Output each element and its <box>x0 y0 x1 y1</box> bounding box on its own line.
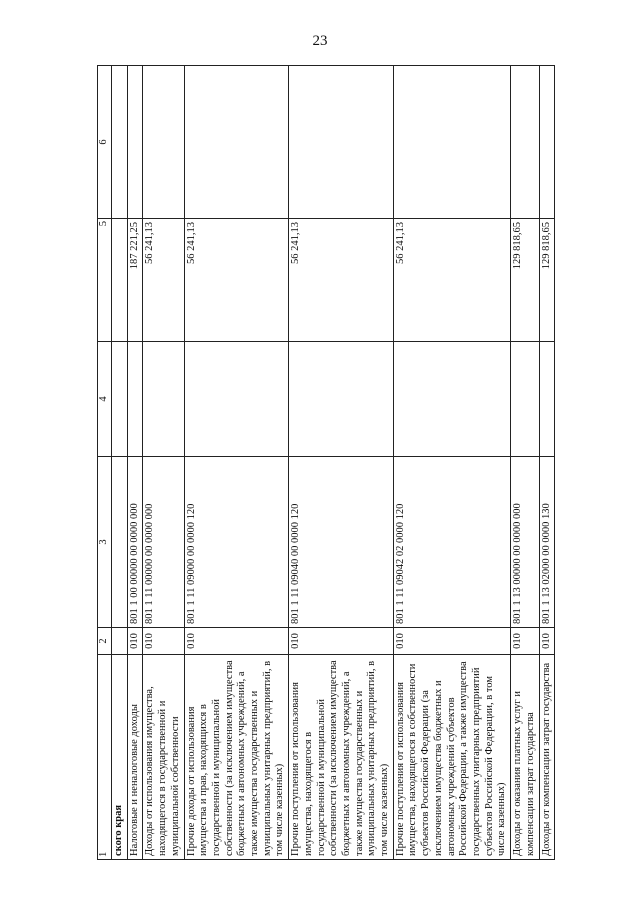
row-name: Доходы от компенсации затрат государства <box>539 655 555 860</box>
row-col6 <box>539 66 555 219</box>
column-header-1: 1 <box>98 655 112 860</box>
row-col6 <box>289 66 394 219</box>
page-number: 23 <box>312 33 328 49</box>
row-amount: 129 818,65 <box>511 219 539 342</box>
row-col2: 010 <box>184 628 289 655</box>
row-name: Прочие доходы от использования имущества и прав, находящихся в государственной и муниципальной собственности (за исключением имущества бюджетных и автономных учреждений, а также имущества государственных и муниципальных унитарных предприятий, в том числе казенных) <box>184 655 289 860</box>
row-col6 <box>511 66 539 219</box>
row-col6 <box>127 66 143 219</box>
table-row <box>289 66 394 860</box>
rotated-table-container <box>97 65 617 860</box>
empty-cell <box>112 66 128 219</box>
row-col2: 010 <box>143 628 184 655</box>
column-header-6: 6 <box>98 66 112 219</box>
empty-cell <box>112 219 128 342</box>
row-col4 <box>539 342 555 457</box>
row-col2: 010 <box>289 628 394 655</box>
row-col2: 010 <box>127 628 143 655</box>
row-col4 <box>289 342 394 457</box>
row-code: 801 1 11 09040 00 0000 120 <box>289 457 394 628</box>
table-row <box>127 66 143 860</box>
row-amount: 129 818,65 <box>539 219 555 342</box>
row-name: Доходы от оказания платных услуг и компенсации затрат государства <box>511 655 539 860</box>
empty-cell <box>112 628 128 655</box>
row-col2: 010 <box>539 628 555 655</box>
row-name: Прочие поступления от использования имущества, находящегося в государственной и муниципальной собственности (за исключением имущества бюджетных и автономных учреждений, а также имущества государственных и муниципальных унитарных предприятий, в том числе казенных) <box>289 655 394 860</box>
column-header-2: 2 <box>98 628 112 655</box>
row-col4 <box>511 342 539 457</box>
table-row <box>511 66 539 860</box>
row-col4 <box>143 342 184 457</box>
row-amount: 56 241,13 <box>184 219 289 342</box>
row-col4 <box>127 342 143 457</box>
row-amount: 187 221,25 <box>127 219 143 342</box>
section-title-row <box>112 66 128 860</box>
row-name: Прочие поступления от использования имущества, находящегося в собственности субъектов Российской Федерации (за исключением имущества бюджетных и автономных учреждений субъектов Российской Федерации, а также имущества государственных унитарных предприятий субъектов Российской Федерации, в том числе казенных) <box>393 655 510 860</box>
row-col2: 010 <box>393 628 510 655</box>
table-row <box>539 66 555 860</box>
row-name: Налоговые и неналоговые доходы <box>127 655 143 860</box>
row-code: 801 1 11 00000 00 0000 000 <box>143 457 184 628</box>
row-col2: 010 <box>511 628 539 655</box>
table-row <box>184 66 289 860</box>
column-header-5: 5 <box>98 219 112 342</box>
row-code: 801 1 11 09000 00 0000 120 <box>184 457 289 628</box>
section-title: ского края <box>112 655 128 860</box>
row-amount: 56 241,13 <box>393 219 510 342</box>
column-header-3: 3 <box>98 457 112 628</box>
empty-cell <box>112 457 128 628</box>
row-col4 <box>184 342 289 457</box>
row-code: 801 1 11 09042 02 0000 120 <box>393 457 510 628</box>
row-col4 <box>393 342 510 457</box>
row-col6 <box>393 66 510 219</box>
table-row <box>143 66 184 860</box>
row-code: 801 1 00 00000 00 0000 000 <box>127 457 143 628</box>
empty-cell <box>112 342 128 457</box>
table-header-row <box>98 66 112 860</box>
row-amount: 56 241,13 <box>143 219 184 342</box>
row-col6 <box>143 66 184 219</box>
column-header-4: 4 <box>98 342 112 457</box>
revenue-table <box>97 65 555 860</box>
table-row <box>393 66 510 860</box>
row-code: 801 1 13 02000 00 0000 130 <box>539 457 555 628</box>
row-name: Доходы от использования имущества, находящегося в государственной и муниципальной собственности <box>143 655 184 860</box>
row-code: 801 1 13 00000 00 0000 000 <box>511 457 539 628</box>
row-amount: 56 241,13 <box>289 219 394 342</box>
row-col6 <box>184 66 289 219</box>
